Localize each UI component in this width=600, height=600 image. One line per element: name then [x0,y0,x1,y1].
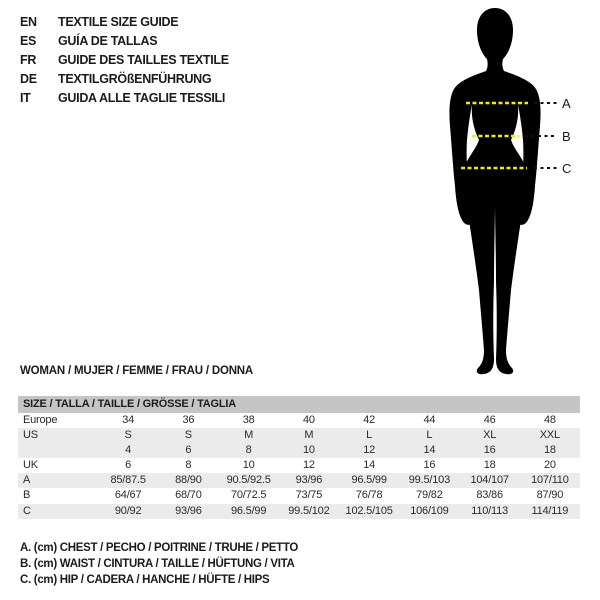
size-cell: 114/119 [531,504,569,517]
size-cell: 10 [242,459,255,472]
size-cell: 40 [302,414,315,426]
measurement-legend [20,540,298,588]
size-cell: 12 [302,459,315,472]
size-cell: 68/70 [175,489,202,502]
size-cell: XXL [539,429,560,442]
size-cell: 93/96 [175,504,202,517]
size-cell: 88/90 [175,474,202,487]
size-cell: 90/92 [114,504,142,517]
table-row-waist-b [18,488,580,503]
size-cell: 8 [185,459,192,472]
size-cell: 110/113 [471,504,508,517]
language-code: IT [20,90,31,105]
language-label: TEXTILGRÖßENFÜHRUNG [58,71,212,86]
size-cell: 106/109 [410,504,449,517]
size-cell: 38 [242,414,255,426]
size-cell: 10 [302,444,315,457]
table-row-hip-c [18,504,580,519]
section-title: WOMAN / MUJER / FEMME / FRAU / DONNA [20,365,254,377]
legend-line-hip: C. (cm) HIP / CADERA / HANCHE / HÜFTE / HIPS [20,574,270,586]
size-cell: 48 [543,414,556,426]
size-cell: 14 [423,444,436,457]
size-cell: M [244,429,254,442]
language-code: ES [20,33,37,48]
row-label: UK [23,459,38,472]
size-cell: 83/86 [476,489,503,502]
size-cell: 76/78 [355,489,383,502]
language-row-fr [20,50,229,69]
size-cell: 87/90 [536,489,564,502]
row-label [18,443,98,458]
table-row-chest-a [18,473,580,488]
size-cell: 46 [483,414,496,426]
row-label: A [23,474,31,487]
legend-line-waist: B. (cm) WAIST / CINTURA / TAILLE / HÜFTUNG / VITA [20,558,295,570]
size-cell: M [304,429,314,442]
language-row-en [20,12,229,31]
table-row-us [18,428,580,443]
chest-label-a: A [562,96,571,111]
row-label: US [23,429,38,442]
woman-silhouette-figure [400,0,600,380]
size-cell: 14 [363,459,376,472]
size-cell: 79/82 [416,489,443,502]
woman-body-shape [449,8,540,374]
size-cell: 20 [543,459,556,472]
size-cell: 102.5/105 [345,504,393,517]
row-label: Europe [23,414,58,426]
size-cell: 96.5/99 [230,504,267,517]
size-cell: 99.5/102 [288,504,330,517]
legend-line-chest: A. (cm) CHEST / PECHO / POITRINE / TRUHE / PETTO [20,542,299,554]
language-label: TEXTILE SIZE GUIDE [58,14,179,29]
size-cell: S [184,429,192,442]
table-row-uk [18,458,580,473]
language-label: GUIDA ALLE TAGLIE TESSILI [58,90,226,105]
size-cell: L [366,429,373,442]
size-cell: 107/110 [531,474,569,487]
language-code: EN [20,14,37,29]
language-code: FR [20,52,37,67]
size-cell: 6 [185,444,192,457]
size-table-header: SIZE / TALLA / TAILLE / GRÖSSE / TAGLIA [18,396,580,413]
size-cell: 99.5/103 [408,474,450,487]
language-code: DE [20,71,37,86]
language-label: GUÍA DE TALLAS [58,33,158,48]
size-cell: S [124,429,132,442]
language-row-it [20,88,229,107]
size-cell: L [426,429,433,442]
language-list [20,12,229,107]
size-cell: XL [483,429,497,442]
size-cell: 6 [125,459,132,472]
size-cell: 36 [182,414,195,426]
size-cell: 104/107 [470,474,509,487]
row-label: B [23,489,31,502]
size-cell: 42 [363,414,376,426]
size-cell: 70/72.5 [230,489,267,502]
size-cell: 8 [245,444,252,457]
size-cell: 4 [125,444,132,457]
size-cell: 16 [483,444,496,457]
size-cell: 16 [423,459,436,472]
size-cell: 90.5/92.5 [226,474,271,487]
waist-label-b: B [562,129,571,144]
size-table [18,396,580,519]
language-row-es [20,31,229,50]
size-cell: 96.5/99 [351,474,387,487]
size-cell: 73/75 [295,489,323,502]
language-row-de [20,69,229,88]
size-cell: 18 [543,444,556,457]
size-cell: 93/96 [295,474,323,487]
row-label: C [23,504,31,517]
size-cell: 64/67 [114,489,142,502]
size-cell: 12 [363,444,376,457]
table-row-europe [18,413,580,428]
table-row-us-numeric [18,443,580,458]
size-cell: 44 [423,414,436,426]
size-cell: 18 [483,459,496,472]
hip-label-c: C [562,161,572,176]
language-label: GUIDE DES TAILLES TEXTILE [58,52,229,67]
size-cell: 85/87.5 [110,474,146,487]
size-cell: 34 [122,414,135,426]
